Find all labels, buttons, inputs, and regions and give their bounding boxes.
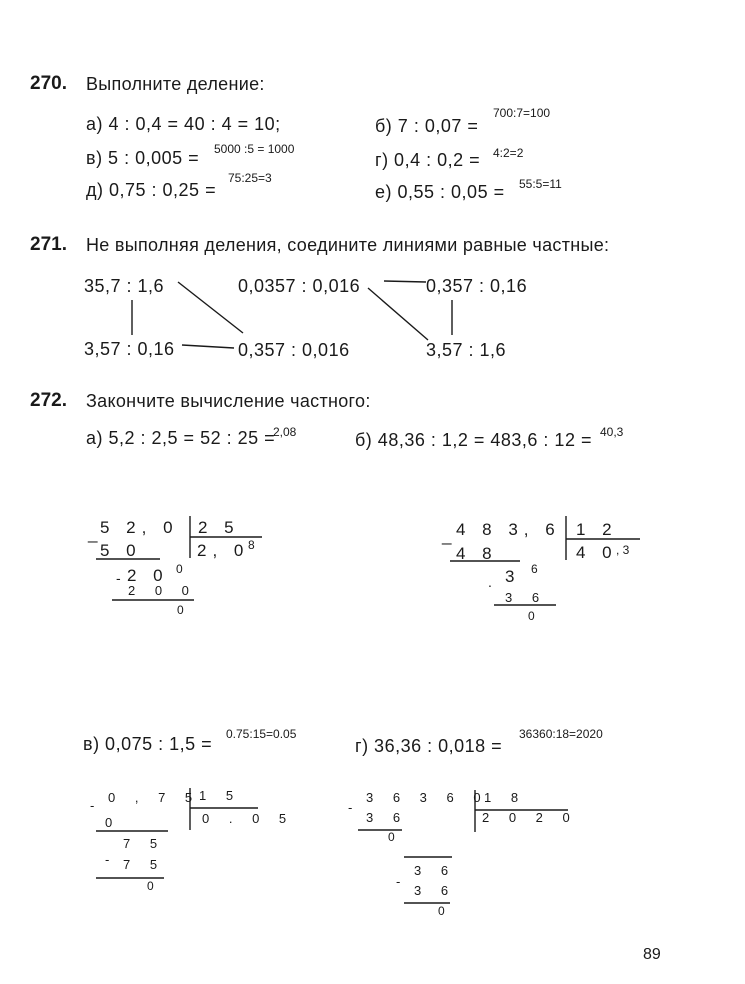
problem-270-number: 270. <box>30 73 67 94</box>
p270-item-v: в) 5 : 0,005 = <box>86 148 200 168</box>
div-c-minus-2: - <box>105 852 118 867</box>
div-a-final-remainder: 0 <box>177 603 184 617</box>
div-b-remainder-1-extra: 6 <box>531 562 538 576</box>
div-a-quotient-extra: 8 <box>248 538 255 552</box>
page-number: 89 <box>643 946 661 963</box>
div-d-dividend: 3 6 3 6 0 <box>366 790 489 805</box>
div-b-minus-1: _ <box>442 526 458 545</box>
div-c-divisor: 1 5 <box>199 788 242 803</box>
p270-item-d-answer: 75:25=3 <box>228 171 272 185</box>
div-a-dividend: 5 2, 0 <box>100 518 179 537</box>
p270-item-b: б) 7 : 0,07 = <box>375 116 479 136</box>
div-b-dividend: 4 8 3, 6 <box>456 520 561 539</box>
div-d-subtrahend-1: 3 6 <box>366 810 409 825</box>
div-a-quotient: 2, 0 <box>197 541 250 560</box>
div-d-divisor: 1 8 <box>484 790 527 805</box>
p270-item-g-answer: 4:2=2 <box>493 146 524 160</box>
div-c-dividend: 0 , 7 5 <box>108 790 201 805</box>
p270-item-e-answer: 55:5=11 <box>519 177 562 191</box>
div-b-quotient-extra: , 3 <box>616 543 630 557</box>
div-a-remainder-1: 2 0 <box>127 566 169 585</box>
p270-item-d: д) 0,75 : 0,25 = <box>86 180 217 200</box>
p272-a-answer: 2,08 <box>273 425 297 439</box>
p270-item-g: г) 0,4 : 0,2 = <box>375 150 481 170</box>
p271-quotient-6: 3,57 : 1,6 <box>426 340 507 360</box>
div-a-remainder-1-extra: 0 <box>176 562 183 576</box>
div-b-subtrahend-2: 3 6 <box>505 590 548 605</box>
div-d-final-remainder: 0 <box>438 904 445 918</box>
p271-line-4-5 <box>182 345 234 348</box>
div-d-remainder-2: 3 6 <box>414 863 457 878</box>
div-d-quotient: 2 0 2 0 <box>482 810 578 825</box>
problem-272-title: Закончите вычисление частного: <box>86 391 371 411</box>
p271-line-1-5 <box>178 282 243 333</box>
div-b-divisor: 1 2 <box>576 520 618 539</box>
p271-quotient-2: 0,0357 : 0,016 <box>238 276 361 296</box>
div-c-quotient: 0 . 0 5 <box>202 811 295 826</box>
div-c-subtrahend-1: 0 <box>105 815 121 830</box>
p272-b-answer: 40,3 <box>600 425 624 439</box>
p271-quotient-4: 3,57 : 0,16 <box>84 339 175 359</box>
div-c-subtrahend-2: 7 5 <box>123 857 166 872</box>
p271-quotient-1: 35,7 : 1,6 <box>84 276 165 296</box>
p270-item-a: а) 4 : 0,4 = 40 : 4 = 10; <box>86 114 281 134</box>
problem-271-title: Не выполняя деления, соедините линиями равные частные: <box>86 235 610 255</box>
problem-271-number: 271. <box>30 234 67 255</box>
p271-line-2-3 <box>384 281 426 282</box>
div-b-minus-2: . <box>488 574 498 590</box>
div-d-minus-1: - <box>348 800 361 815</box>
div-d-remainder-1: 0 <box>388 830 395 844</box>
div-c-final-remainder: 0 <box>147 879 154 893</box>
p272-c-answer: 0.75:15=0.05 <box>226 727 297 741</box>
div-a-subtrahend-2: 2 0 0 <box>128 583 197 598</box>
p271-quotient-3: 0,357 : 0,16 <box>426 276 528 296</box>
problem-272-number: 272. <box>30 390 67 411</box>
p272-d-answer: 36360:18=2020 <box>519 727 603 741</box>
div-c-remainder-1: 7 5 <box>123 836 166 851</box>
p271-line-2-6 <box>368 288 428 340</box>
div-d-subtrahend-2: 3 6 <box>414 883 457 898</box>
div-a-subtrahend-1: 5 0 <box>100 541 142 560</box>
p270-item-e: е) 0,55 : 0,05 = <box>375 182 505 202</box>
p270-item-v-answer: 5000 :5 = 1000 <box>214 142 295 156</box>
p272-a-expression: а) 5,2 : 2,5 = 52 : 25 = <box>86 428 276 448</box>
div-a-divisor: 2 5 <box>198 518 240 537</box>
problem-270-title: Выполните деление: <box>86 74 265 94</box>
div-d-minus-2: - <box>396 874 409 889</box>
div-b-final-remainder: 0 <box>528 609 535 623</box>
div-b-quotient: 4 0 <box>576 543 618 562</box>
div-b-subtrahend-1: 4 8 <box>456 544 498 563</box>
p272-d-expression: г) 36,36 : 0,018 = <box>355 736 503 756</box>
div-c-minus-1: - <box>90 798 103 813</box>
div-a-minus-1: _ <box>88 524 104 543</box>
div-b-remainder-1: 3 <box>505 567 521 586</box>
p272-b-expression: б) 48,36 : 1,2 = 483,6 : 12 = <box>355 430 592 450</box>
div-a-minus-2: - <box>116 570 127 586</box>
p272-c-expression: в) 0,075 : 1,5 = <box>83 734 213 754</box>
p270-item-b-answer: 700:7=100 <box>493 106 551 120</box>
p271-quotient-5: 0,357 : 0,016 <box>238 340 350 360</box>
